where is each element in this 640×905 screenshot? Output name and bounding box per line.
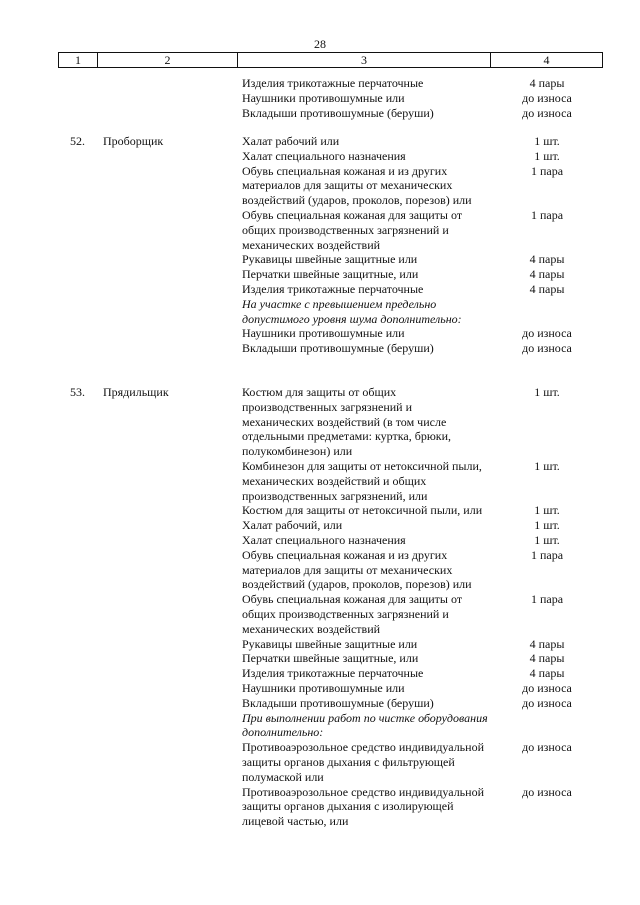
item-quantity: до износа [522,105,572,120]
item-text: Обувь специальная кожаная и из других материалов для защиты от механических воздействий (ударов, проколов, порезов) или [242,163,472,208]
item-text: Изделия трикотажные перчаточные [242,76,424,90]
list-item [242,281,565,297]
item-text: Обувь специальная кожаная для защиты от общих производственных загрязнений и механических воздействий [242,207,463,252]
list-item [242,503,560,518]
list-item [242,532,560,548]
item-quantity: 1 пара [530,592,564,607]
list-item [242,326,572,341]
item-quantity: до износа [522,90,572,105]
profession-name: Проборщик [103,134,164,148]
list-item [242,784,572,829]
item-quantity: 4 пары [529,636,565,651]
item-text: Комбинезон для защиты от нетоксичной пыли, механических воздействий и общих производственных загрязнений, или [242,458,482,503]
item-quantity: 1 пара [530,547,564,562]
item-text: Изделия трикотажные перчаточные [242,666,424,681]
entry-items [242,134,572,356]
list-item [242,547,564,592]
item-text: Халат специального назначения [242,532,406,547]
item-quantity: 1 шт. [534,532,560,547]
item-text: Вкладыши противошумные (беруши) [242,105,434,120]
item-quantity: 1 шт. [534,503,560,518]
item-quantity: 1 шт. [534,458,560,473]
list-item [242,134,560,149]
list-item [242,148,560,164]
list-item [242,105,572,121]
list-item [242,341,572,356]
item-text: Костюм для защиты от нетоксичной пыли, или [242,503,483,518]
column-header-4: 4 [490,53,602,67]
list-item [242,267,565,282]
item-text: Обувь специальная кожаная и из других материалов для защиты от механических воздействий (ударов, проколов, порезов) или [242,547,472,592]
item-text: Противоаэрозольное средство индивидуальной защиты органов дыхания с изолирующей лицевой частью, или [242,784,484,829]
item-text: Рукавицы швейные защитные или [242,252,418,267]
list-item [242,385,560,459]
item-quantity: 1 шт. [534,518,560,533]
item-text: Наушники противошумные или [242,680,405,695]
item-text: Рукавицы швейные защитные или [242,636,418,651]
item-text: Вкладыши противошумные (беруши) [242,695,434,710]
item-text: Костюм для защиты от общих производственных загрязнений и механических воздействий (в том числе отдельными предметами: куртка, брюки, полукомбинезон) или [242,385,452,459]
item-text: Изделия трикотажные перчаточные [242,281,424,296]
page-number: 28 [314,37,326,51]
item-quantity: 1 пара [530,207,564,222]
list-item [242,592,564,636]
item-text: Перчатки швейные защитные, или [242,267,419,282]
profession-name: Прядильщик [103,385,169,399]
item-quantity: 1 шт. [534,385,560,399]
list-item [242,90,572,106]
column-header-row [58,52,603,68]
column-header-2: 2 [97,53,237,67]
entry-number: 53. [70,385,85,399]
item-text: Наушники противошумные или [242,90,405,105]
item-text: Халат специального назначения [242,148,406,163]
list-item [242,740,572,784]
item-quantity: до износа [522,341,572,356]
item-quantity: до износа [522,695,572,710]
column-header-1: 1 [75,53,81,67]
entry-number: 52. [70,134,85,148]
continuation-items [242,76,572,120]
item-quantity: 4 пары [529,252,565,267]
note-text: На участке с превышением предельно допустимого уровня шума дополнительно: [242,296,462,326]
item-quantity: 4 пары [529,651,565,666]
item-text: Наушники противошумные или [242,326,405,341]
condition-note [242,711,492,741]
list-item [242,252,565,267]
list-item [242,76,565,91]
entry-items [242,385,572,829]
list-item [242,666,565,681]
item-quantity: 1 шт. [534,134,560,148]
column-header-3: 3 [237,53,490,67]
item-quantity: 4 пары [529,666,565,681]
item-text: Перчатки швейные защитные, или [242,651,419,666]
list-item [242,695,572,711]
note-text: При выполнении работ по чистке оборудования дополнительно: [242,710,488,740]
list-item [242,651,565,666]
item-quantity: до износа [522,784,572,799]
item-quantity: 4 пары [529,76,565,90]
item-quantity: до износа [522,740,572,755]
list-item [242,680,572,696]
item-text: Вкладыши противошумные (беруши) [242,341,434,356]
list-item [242,636,565,652]
item-quantity: 4 пары [529,267,565,282]
item-quantity: до износа [522,326,572,341]
list-item [242,458,560,503]
list-item [242,207,564,252]
item-text: Халат рабочий или [242,134,340,148]
item-text: Халат рабочий, или [242,518,343,533]
item-quantity: 1 пара [530,163,564,178]
list-item [242,163,564,208]
item-text: Обувь специальная кожаная для защиты от общих производственных загрязнений и механических воздействий [242,592,463,636]
item-quantity: 4 пары [529,281,565,296]
item-quantity: до износа [522,680,572,695]
item-quantity: 1 шт. [534,148,560,163]
item-text: Противоаэрозольное средство индивидуальной защиты органов дыхания с фильтрующей полумаской или [242,740,484,784]
list-item [242,518,560,533]
condition-note [242,297,492,327]
